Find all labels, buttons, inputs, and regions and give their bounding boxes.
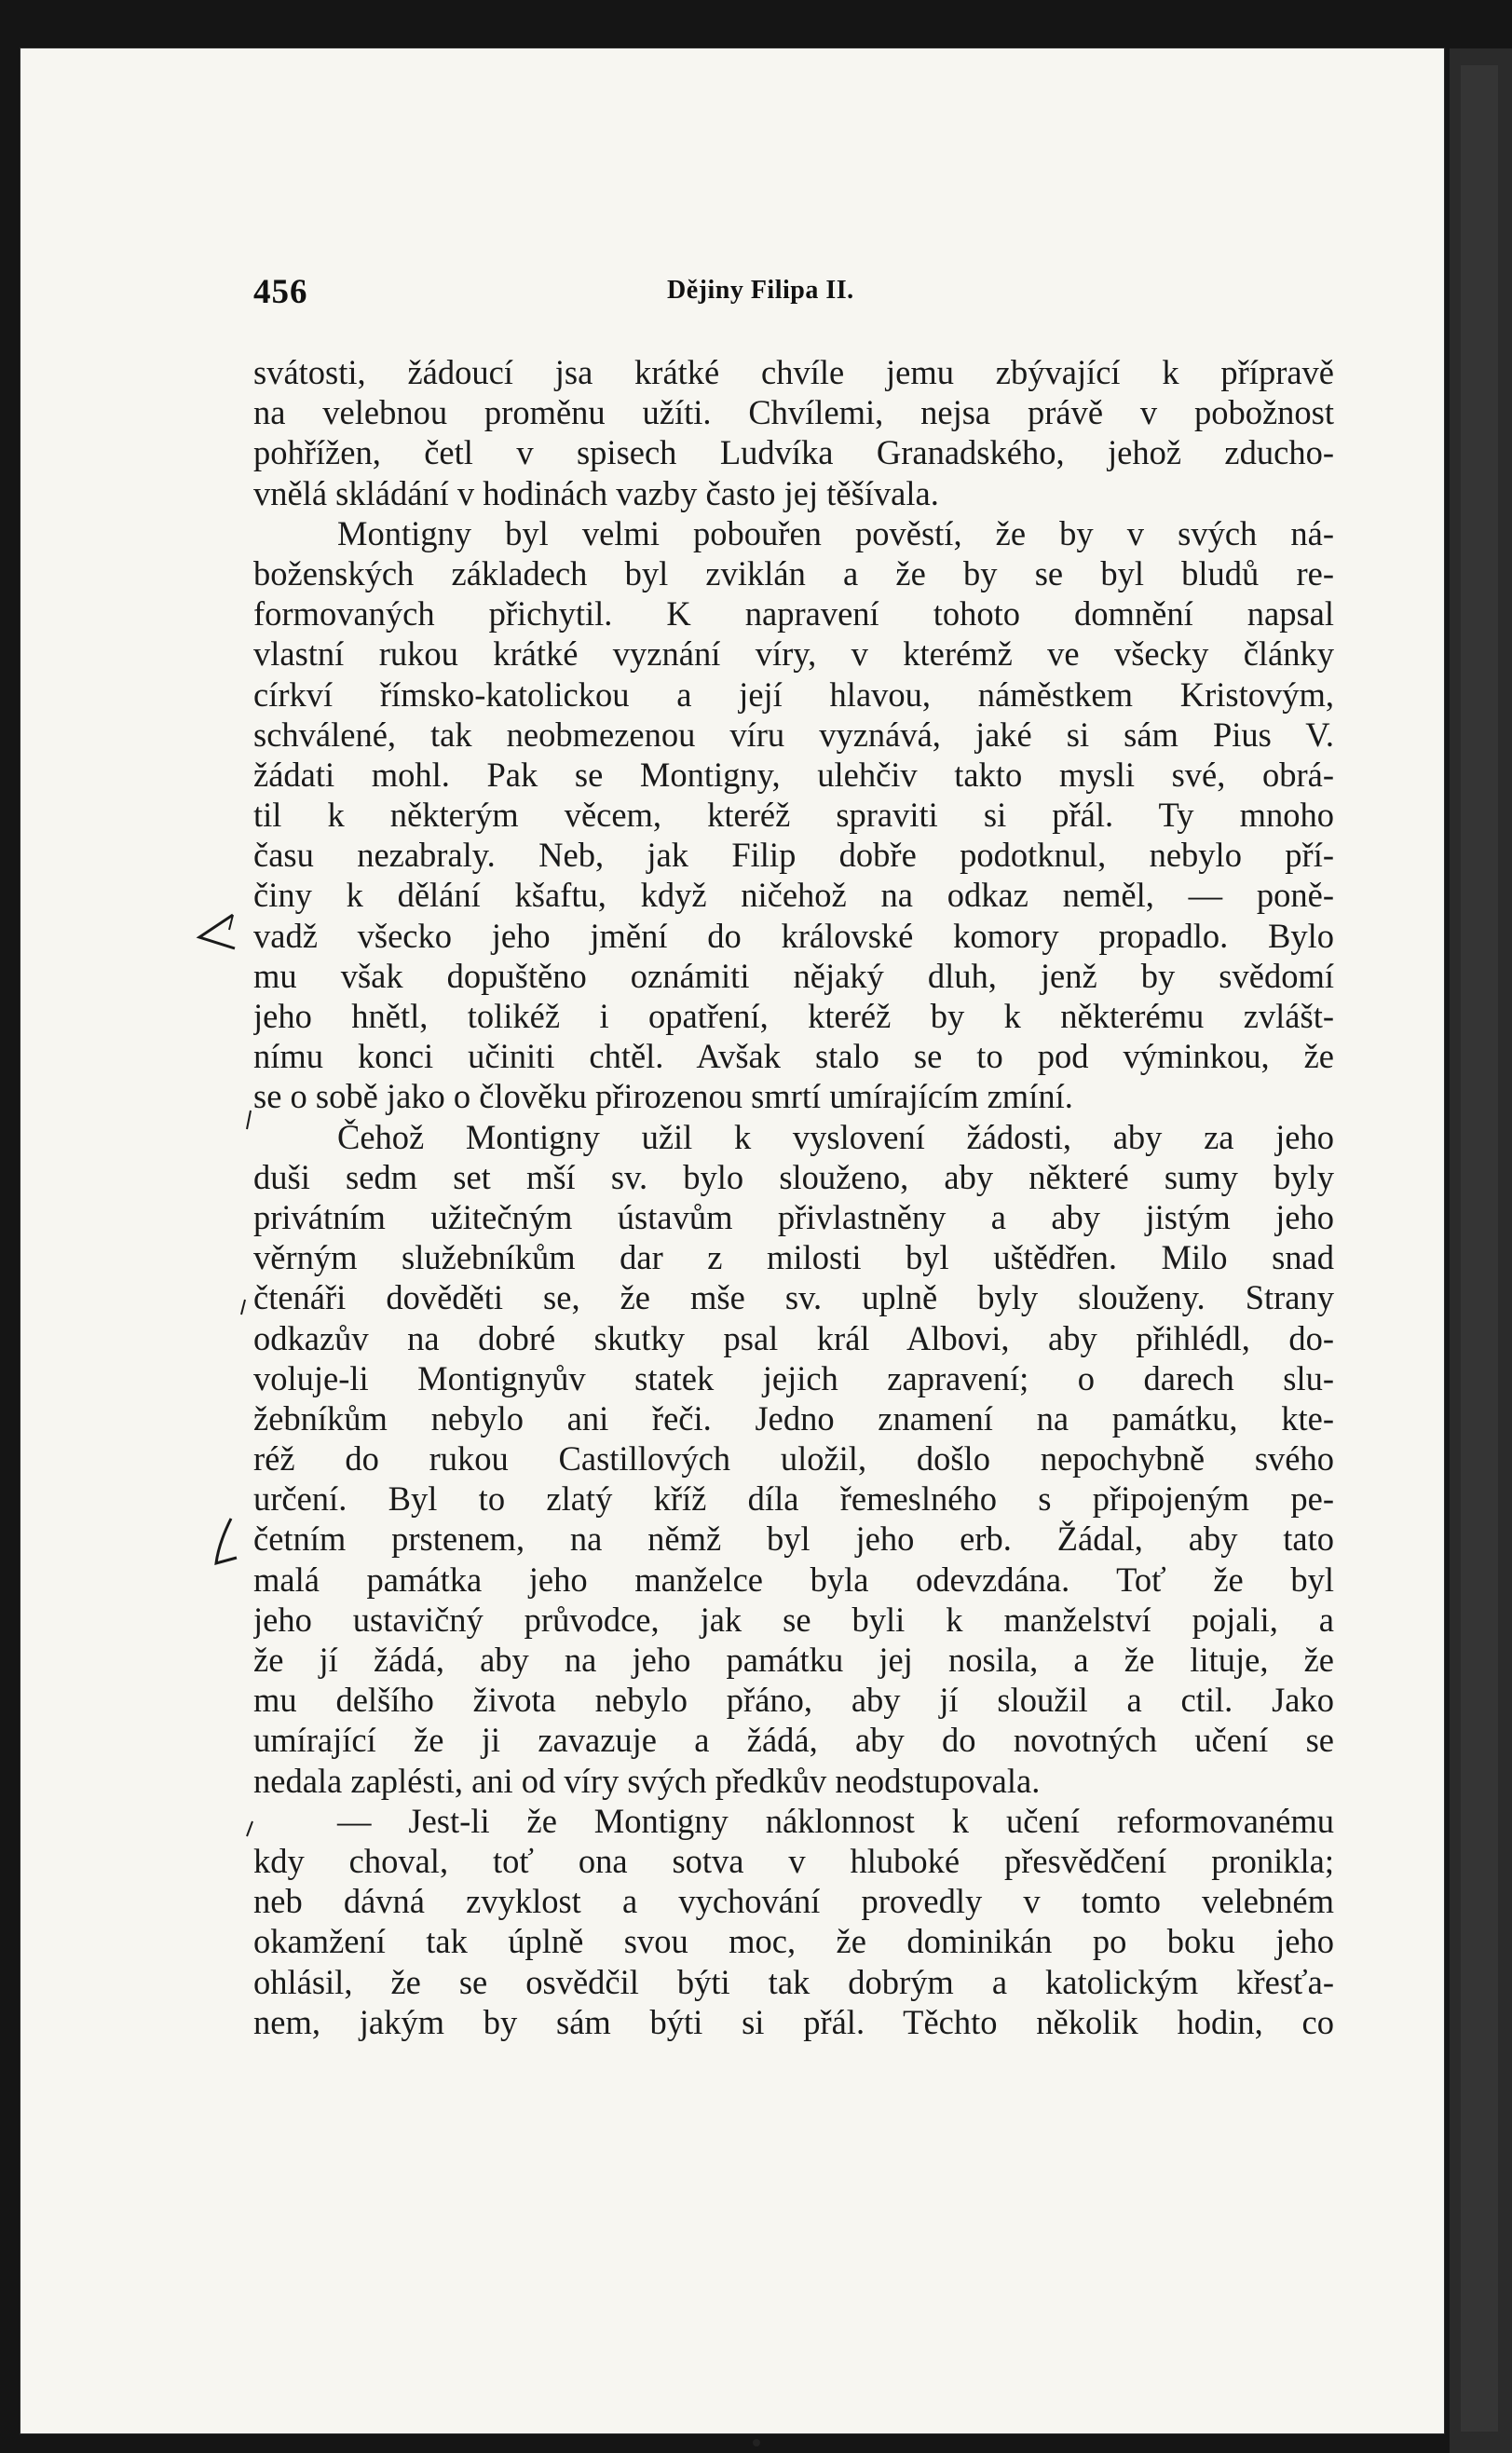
- text-line: privátním užitečným ústavům přivlastněny a aby jistým jeho: [253, 1197, 1334, 1236]
- margin-dash-icon: [244, 1819, 255, 1838]
- text-line: ohlásil, že se osvědčil býti tak dobrým a katolickým křesťa-: [253, 1962, 1334, 2001]
- text-line: mu však dopuštěno oznámiti nějaký dluh, jenž by svědomí: [253, 956, 1334, 995]
- margin-comma-icon: [238, 1298, 248, 1316]
- text-line: Montigny byl velmi pobouřen pověstí, že by v svých ná-: [337, 513, 1334, 552]
- text-line: Čehož Montigny užil k vyslovení žádosti, aby za jeho: [337, 1117, 1334, 1156]
- bottom-dot: [753, 2439, 760, 2446]
- text-line: jeho ustavičný průvodce, jak se byli k manželství pojali, a: [253, 1600, 1334, 1639]
- text-line: času nezabraly. Neb, jak Filip dobře podotknul, nebylo pří-: [253, 836, 1334, 875]
- text-line: odkazův na dobré skutky psal král Albovi, aby přihlédl, do-: [253, 1318, 1334, 1357]
- text-line: — Jest-li že Montigny náklonnost k učení reformovanému: [337, 1801, 1334, 1840]
- text-line: voluje-li Montignyův statek jejich zapravení; o darech slu-: [253, 1358, 1334, 1397]
- text-line: věrným služebníkům dar z milosti byl uštědřen. Milo snad: [253, 1238, 1334, 1277]
- text-line: nímu konci učiniti chtěl. Avšak stalo se to pod výminkou, že: [253, 1037, 1334, 1076]
- text-line: že jí žádá, aby na jeho památku jej nosila, a že lituje, že: [253, 1641, 1334, 1679]
- text-line: okamžení tak úplně svou moc, že dominikán po boku jeho: [253, 1922, 1334, 1961]
- text-line: žebníkům nebylo ani řeči. Jedno znamení na památku, kte-: [253, 1398, 1334, 1438]
- text-line: nedala zaplésti, ani od víry svých předkův neodstupovala.: [253, 1761, 1041, 1800]
- page-number: 456: [253, 273, 308, 311]
- text-line: jeho hnětl, tolikéž i opatření, kteréž by k některému zvlášt-: [253, 997, 1334, 1035]
- adjacent-page-shadow: [1461, 65, 1498, 2432]
- text-line: neb dávná zvyklost a vychování provedly v tomto velebném: [253, 1882, 1334, 1921]
- text-line: čtenáři dověděti se, že mše sv. uplně byly slouženy. Strany: [253, 1278, 1334, 1317]
- page-header: [253, 272, 1349, 309]
- text-line: pohřížen, četl v spisech Ludvíka Granadského, jehož zducho-: [253, 433, 1334, 472]
- text-line: na velebnou proměnu užíti. Chvílemi, nejsa právě v pobožnost: [253, 393, 1334, 432]
- text-line: vadž všecko jeho jmění do královské komory propadlo. Bylo: [253, 916, 1334, 955]
- text-line: til k některým věcem, kteréž spraviti si přál. Ty mnoho: [253, 796, 1334, 835]
- margin-tick-icon: [244, 1109, 253, 1131]
- body-text: [253, 352, 1334, 2042]
- text-line: formovaných přichytil. K napravení tohoto domnění napsal: [253, 594, 1334, 634]
- text-line: svátosti, žádoucí jsa krátké chvíle jemu zbývající k přípravě: [253, 353, 1334, 391]
- text-line: réž do rukou Castillových uložil, došlo nepochybně svého: [253, 1439, 1334, 1479]
- text-line: církví římsko-katolickou a její hlavou, náměstkem Kristovým,: [253, 675, 1334, 714]
- text-line: vnělá skládání v hodinách vazby často jej těšívala.: [253, 473, 939, 512]
- text-line: umírající že ji zavazuje a žádá, aby do novotných učení se: [253, 1721, 1334, 1760]
- margin-pencil-mark-icon: [196, 911, 238, 952]
- text-line: boženských základech byl zviklán a že by se byl bludů re-: [253, 553, 1334, 593]
- text-line: žádati mohl. Pak se Montigny, ulehčiv takto mysli své, obrá-: [253, 755, 1334, 794]
- running-head: Dějiny Filipa II.: [667, 276, 854, 305]
- text-line: duši sedm set mší sv. bylo slouženo, aby některé sumy byly: [253, 1157, 1334, 1196]
- text-line: schválené, tak neobmezenou víru vyznává, jaké si sám Pius V.: [253, 715, 1334, 754]
- text-line: určení. Byl to zlatý kříž díla řemeslného s připojeným pe-: [253, 1479, 1334, 1519]
- text-line: četním prstenem, na němž byl jeho erb. Žádal, aby tato: [253, 1519, 1334, 1559]
- text-line: mu delšího života nebylo přáno, aby jí sloužil a ctil. Jako: [253, 1681, 1334, 1720]
- text-line: kdy choval, toť ona sotva v hluboké přesvědčení pronikla;: [253, 1841, 1334, 1880]
- text-line: činy k dělání kšaftu, když ničehož na odkaz neměl, — poně-: [253, 876, 1334, 915]
- text-line: se o sobě jako o člověku přirozenou smrtí umírajícím zmíní.: [253, 1077, 1073, 1116]
- margin-pencil-slash-icon: [211, 1517, 242, 1567]
- text-line: vlastní rukou krátké vyznání víry, v kterémž ve všecky články: [253, 634, 1334, 674]
- text-line: malá památka jeho manželce byla odevzdána. Toť že byl: [253, 1560, 1334, 1599]
- text-line: nem, jakým by sám býti si přál. Těchto několik hodin, co: [253, 2002, 1334, 2041]
